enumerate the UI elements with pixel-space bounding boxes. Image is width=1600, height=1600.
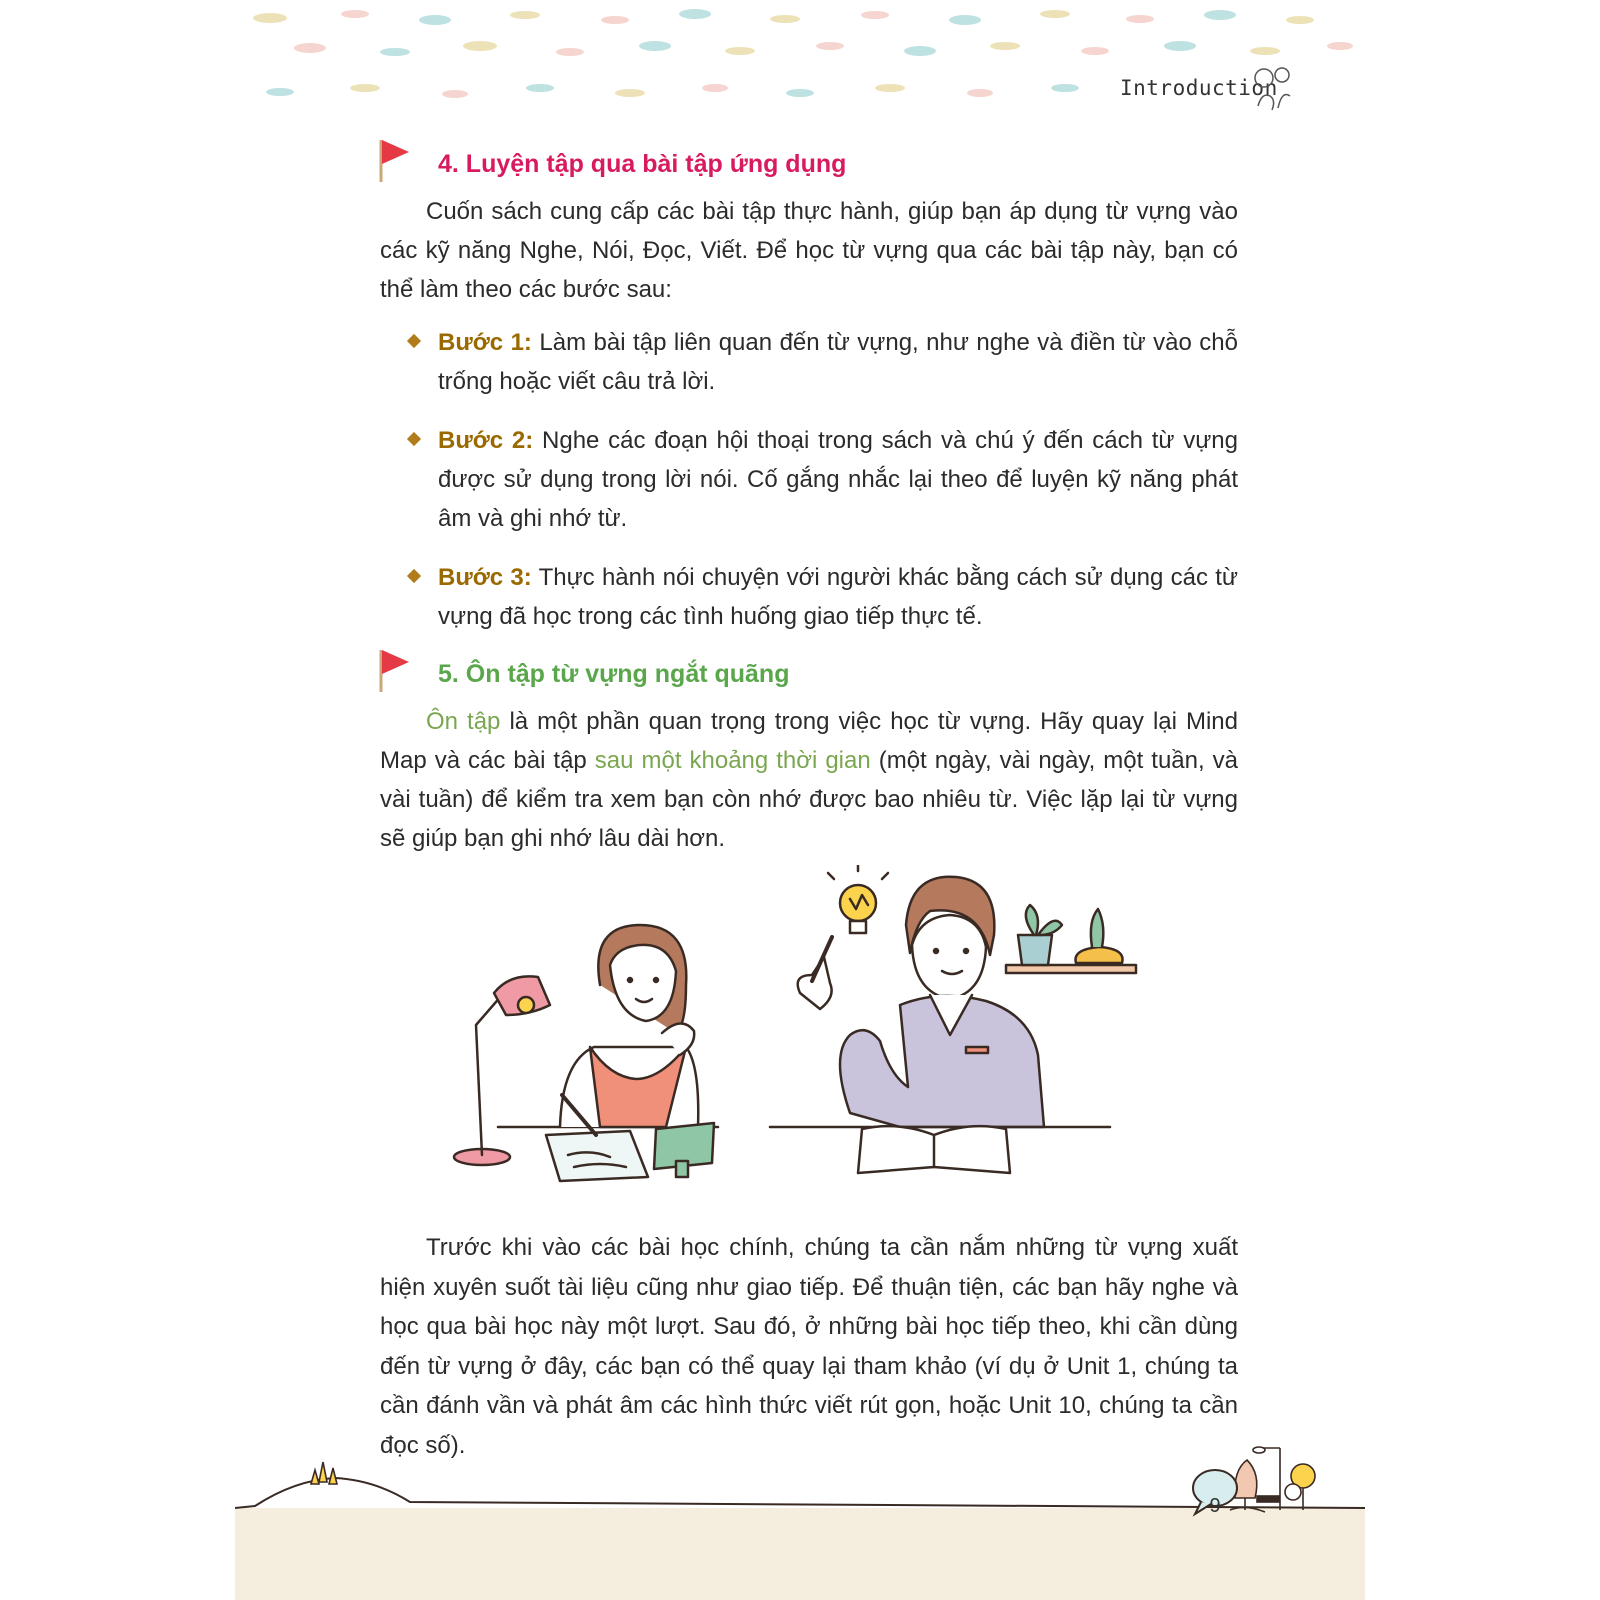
- diamond-bullet-icon: [407, 334, 421, 348]
- step-text: Nghe các đoạn hội thoại trong sách và chú ý đến cách từ vựng được sử dụng trong lời nói. Cố gắng nhắc lại theo để luyện kỹ năng phát âm và ghi nhớ từ.: [438, 427, 1238, 532]
- list-item: [380, 558, 1238, 636]
- steps-list: [380, 323, 1238, 636]
- section-5-title: 5. Ôn tập từ vựng ngắt quãng: [438, 659, 790, 688]
- step-text: Thực hành nói chuyện với người khác bằng cách sử dụng các từ vựng đã học trong các tình huống giao tiếp thực tế.: [438, 564, 1238, 630]
- diamond-bullet-icon: [407, 432, 421, 446]
- closing-paragraph: Trước khi vào các bài học chính, chúng ta cần nắm những từ vựng xuất hiện xuyên suốt tài liệu cũng như giao tiếp. Để thuận tiện, các bạn hãy nghe và học qua bài học này một lượt. Sau đó, ở những bài học tiếp theo, khi cần dùng đến từ vựng ở đây, các bạn có thể quay lại tham khảo (ví dụ ở Unit 1, chúng ta cần đánh vần và phát âm các hình thức viết rút gọn, hoặc Unit 10, chúng ta cần đọc số).: [380, 1234, 1238, 1459]
- flag-icon: [375, 136, 415, 186]
- paragraph-text: (một ngày, vài ngày, một tuần, và vài tuần) để kiểm tra xem bạn còn nhớ được bao nhiêu từ. Việc lặp lại từ vựng sẽ giúp bạn ghi nhớ lâu dài hơn.: [380, 747, 1239, 852]
- flag-icon: [375, 646, 415, 696]
- highlight-term: sau một khoảng thời gian: [594, 747, 871, 774]
- section-4-intro: Cuốn sách cung cấp các bài tập thực hành, giúp bạn áp dụng từ vựng vào các kỹ năng Nghe, Nói, Đọc, Viết. Để học từ vựng qua các bài tập này, bạn có thể làm theo các bước sau:: [380, 198, 1238, 303]
- list-item: [380, 421, 1238, 538]
- step-label: Bước 1:: [438, 329, 532, 356]
- section-5-heading: [380, 650, 1238, 698]
- section-4-title: 4. Luyện tập qua bài tập ứng dụng: [438, 149, 847, 178]
- list-item: [380, 323, 1238, 401]
- study-illustration: [450, 865, 1170, 1205]
- people-chat-icon: [1252, 66, 1296, 114]
- step-label: Bước 3:: [438, 564, 532, 591]
- diamond-bullet-icon: [407, 569, 421, 583]
- section-4-heading: [380, 140, 1238, 188]
- paragraph-text: là một phần quan trọng trong việc học từ vựng. Hãy quay lại Mind Map và các bài tập: [380, 708, 1239, 774]
- running-header: Introduction: [1120, 76, 1278, 100]
- main-content: [380, 140, 1238, 858]
- highlight-term: Ôn tập: [426, 708, 501, 735]
- page-number: 9: [1209, 1495, 1221, 1517]
- section-5-paragraph: [380, 702, 1238, 858]
- step-text: Làm bài tập liên quan đến từ vựng, như nghe và điền từ vào chỗ trống hoặc viết câu trả lời.: [438, 329, 1238, 395]
- step-label: Bước 2:: [438, 427, 534, 454]
